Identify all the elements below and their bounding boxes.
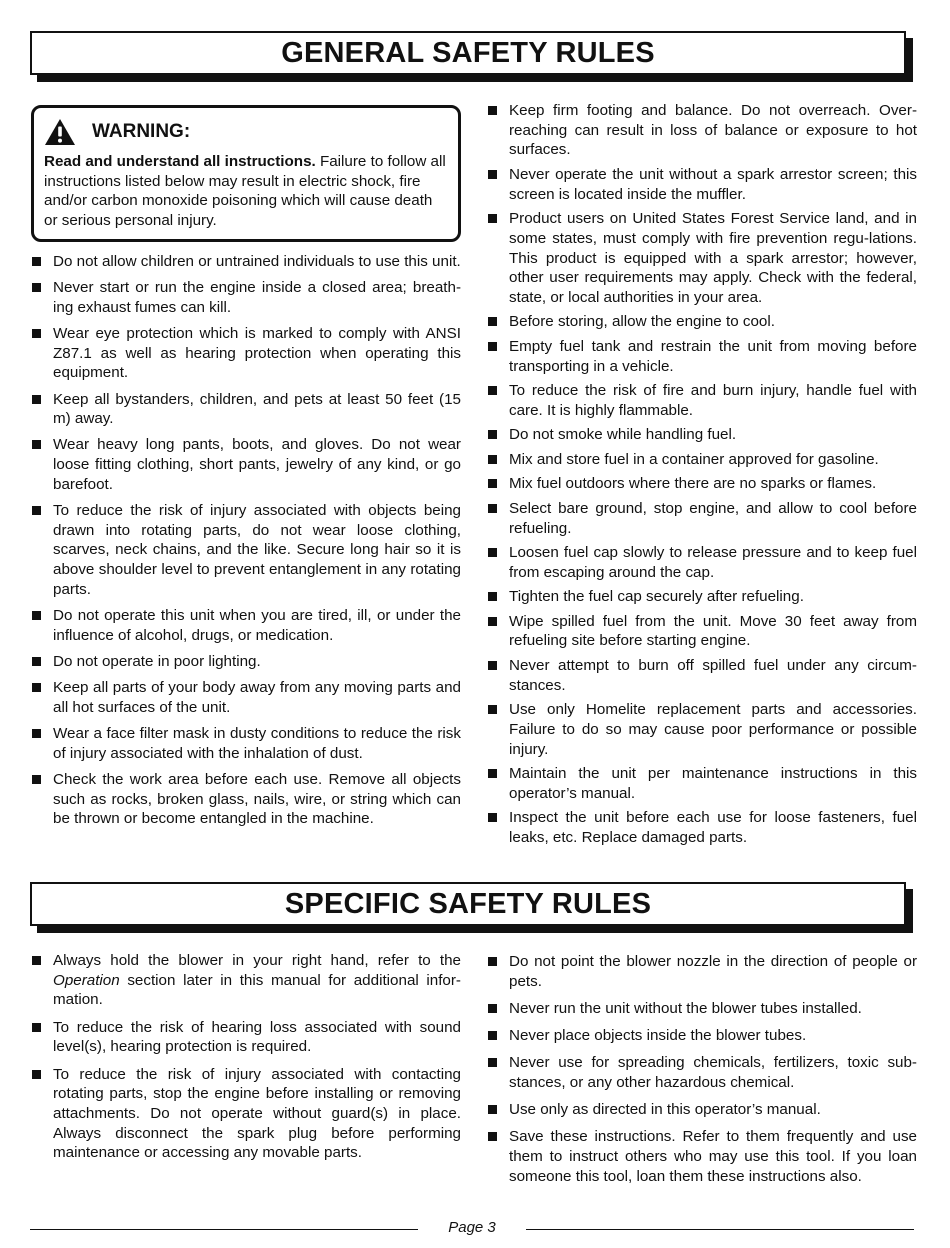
specific-safety-rules-title: SPECIFIC SAFETY RULES <box>30 882 906 926</box>
list-item <box>31 252 461 272</box>
list-item-text: Save these instructions. Refer to them frequently and use them to instruct others who may use this tool. If you loan someone this tool, loan them these instructions also. <box>509 1128 917 1185</box>
square-bullet-icon <box>488 214 497 223</box>
square-bullet-icon <box>32 657 41 666</box>
list-item <box>31 390 461 429</box>
square-bullet-icon <box>488 617 497 626</box>
operation-emphasis: Operation <box>53 971 120 989</box>
square-bullet-icon <box>488 1058 497 1067</box>
list-item-text: Do not point the blower nozzle in the direction of people or pets. <box>509 953 917 990</box>
square-bullet-icon <box>488 957 497 966</box>
list-item <box>487 543 917 582</box>
square-bullet-icon <box>488 504 497 513</box>
list-item <box>487 808 917 847</box>
warning-body-text: Failure to follow all instructions listed below may result in electric shock, fire and/or carbon monoxide poisoning which will cause death or serious personal injury. <box>44 153 446 230</box>
list-item-text: Maintain the unit per maintenance instructions in this operator’s manual. <box>509 765 917 802</box>
square-bullet-icon <box>488 170 497 179</box>
general-right-column <box>487 101 917 852</box>
list-item-text: Never place objects inside the blower tubes. <box>509 1027 807 1045</box>
warning-heading <box>44 118 448 146</box>
list-item <box>487 209 917 308</box>
first-item-after: section later in this manual for additional infor-mation. <box>53 971 461 1009</box>
list-item-text: Use only Homelite replacement parts and accessories. Failure to do so may cause poor performance or possible injury. <box>509 701 917 758</box>
list-item <box>487 101 917 160</box>
general-left-list <box>31 252 461 829</box>
list-item-text: Do not operate this unit when you are tired, ill, or under the influence of alcohol, drugs, or medication. <box>53 607 461 644</box>
list-item-text: Never run the unit without the blower tubes installed. <box>509 999 862 1017</box>
square-bullet-icon <box>32 283 41 292</box>
list-item-text: Never operate the unit without a spark arrestor screen; this screen is located inside the muffler. <box>509 165 917 203</box>
list-item <box>487 1026 917 1046</box>
list-item <box>31 606 461 645</box>
list-item-text: Wipe spilled fuel from the unit. Move 30 feet away from refueling site before starting engine. <box>509 612 917 650</box>
warning-label: WARNING: <box>92 121 191 142</box>
square-bullet-icon <box>488 342 497 351</box>
square-bullet-icon <box>488 1132 497 1141</box>
square-bullet-icon <box>488 317 497 326</box>
list-item-text: Before storing, allow the engine to cool. <box>509 313 775 331</box>
square-bullet-icon <box>488 1105 497 1114</box>
list-item <box>487 450 917 470</box>
list-item-text: Keep all bystanders, children, and pets at least 50 feet (15 m) away. <box>53 390 461 428</box>
square-bullet-icon <box>32 329 41 338</box>
list-item <box>487 381 917 420</box>
footer-rule-left <box>30 1229 418 1230</box>
square-bullet-icon <box>488 479 497 488</box>
footer-rule-right <box>526 1229 914 1230</box>
list-item <box>31 678 461 717</box>
list-item <box>487 952 917 991</box>
list-item-text: To reduce the risk of fire and burn injury, handle fuel with care. It is highly flammable. <box>509 382 917 419</box>
warning-text <box>44 152 448 231</box>
list-item-text: To reduce the risk of injury associated with objects being drawn into rotating parts, do not wear loose clothing, scarves, neck chains, and the like. Secure long hair so it is above shoulder level to prevent entanglement in any rotating parts. <box>53 502 461 598</box>
list-item-text: Tighten the fuel cap securely after refueling. <box>509 588 804 606</box>
list-item <box>487 656 917 695</box>
square-bullet-icon <box>488 769 497 778</box>
list-item <box>31 324 461 383</box>
list-item <box>487 999 917 1019</box>
list-item <box>31 951 461 1010</box>
list-item-text: Inspect the unit before each use for loose fasteners, fuel leaks, etc. Replace damaged parts. <box>509 809 917 846</box>
square-bullet-icon <box>32 775 41 784</box>
list-item-text: Mix and store fuel in a container approved for gasoline. <box>509 450 879 468</box>
list-item <box>487 312 917 332</box>
list-item-text: Never start or run the engine inside a closed area; breath-ing exhaust fumes can kill. <box>53 279 461 316</box>
list-item <box>487 425 917 445</box>
list-item-text: Never attempt to burn off spilled fuel under any circum-stances. <box>509 656 917 694</box>
list-item <box>31 435 461 494</box>
warning-box <box>31 105 461 242</box>
list-item <box>31 501 461 600</box>
warning-triangle-icon <box>44 118 76 146</box>
list-item-text: Keep firm footing and balance. Do not overreach. Over-reaching can result in loss of balance or exposure to hot surfaces. <box>509 102 917 159</box>
list-item <box>487 499 917 538</box>
specific-right-column <box>487 952 917 1194</box>
list-item <box>31 1018 461 1057</box>
list-item <box>31 724 461 763</box>
square-bullet-icon <box>32 683 41 692</box>
list-item-text: Never use for spreading chemicals, fertilizers, toxic sub-stances, or any other hazardous chemical. <box>509 1054 917 1092</box>
list-item <box>487 1127 917 1186</box>
list-item-text: Wear heavy long pants, boots, and gloves. Do not wear loose fitting clothing, short pants, jewelry of any kind, or go barefoot. <box>53 436 461 493</box>
list-item-text: Empty fuel tank and restrain the unit from moving before transporting in a vehicle. <box>509 337 917 375</box>
square-bullet-icon <box>32 257 41 266</box>
square-bullet-icon <box>32 729 41 738</box>
square-bullet-icon <box>32 956 41 965</box>
list-item <box>31 770 461 829</box>
list-item <box>31 652 461 672</box>
square-bullet-icon <box>32 1023 41 1032</box>
first-item-before: Always hold the blower in your right hand, refer to the <box>53 952 461 969</box>
specific-left-list <box>31 951 461 1163</box>
general-safety-rules-title: GENERAL SAFETY RULES <box>30 31 906 75</box>
list-item-text: Wear a face filter mask in dusty conditions to reduce the risk of injury associated with the inhalation of dust. <box>53 725 461 762</box>
square-bullet-icon <box>488 1004 497 1013</box>
list-item-text: Product users on United States Forest Service land, and in some states, must comply with fire prevention regu-lations. This product is equipped with a spark arrestor; however, other user requirements may apply. Check with the federal, state, or local authorities in your area. <box>509 210 917 306</box>
list-item-text: Use only as directed in this operator’s manual. <box>509 1101 821 1119</box>
square-bullet-icon <box>488 430 497 439</box>
specific-right-list <box>487 952 917 1187</box>
square-bullet-icon <box>488 592 497 601</box>
page-number: Page 3 <box>448 1219 496 1236</box>
list-item <box>487 700 917 759</box>
list-item-text: Select bare ground, stop engine, and allow to cool before refueling. <box>509 499 917 537</box>
list-item-text: Keep all parts of your body away from any moving parts and all hot surfaces of the unit. <box>53 679 461 716</box>
warning-bold-text: Read and understand all instructions. <box>44 153 316 170</box>
list-item-text: Loosen fuel cap slowly to release pressure and to keep fuel from escaping around the cap. <box>509 544 917 581</box>
square-bullet-icon <box>488 106 497 115</box>
square-bullet-icon <box>32 440 41 449</box>
square-bullet-icon <box>32 395 41 404</box>
list-item-text: To reduce the risk of hearing loss associated with sound level(s), hearing protection is required. <box>53 1018 461 1056</box>
list-item <box>487 165 917 204</box>
list-item-text: Do not smoke while handling fuel. <box>509 426 737 444</box>
square-bullet-icon <box>488 813 497 822</box>
list-item <box>487 474 917 494</box>
square-bullet-icon <box>488 1031 497 1040</box>
list-item-text: Wear eye protection which is marked to comply with ANSI Z87.1 as well as hearing protection when operating this equipment. <box>53 324 461 382</box>
list-item <box>487 337 917 376</box>
specific-left-column <box>31 951 461 1171</box>
square-bullet-icon <box>488 548 497 557</box>
square-bullet-icon <box>488 386 497 395</box>
list-item <box>31 1065 461 1164</box>
general-right-list <box>487 101 917 848</box>
list-item-text: Check the work area before each use. Remove all objects such as rocks, broken glass, nails, wire, or string which can be thrown or become entangled in the machine. <box>53 770 461 828</box>
list-item <box>31 278 461 317</box>
list-item <box>487 612 917 651</box>
list-item <box>487 764 917 803</box>
square-bullet-icon <box>488 661 497 670</box>
square-bullet-icon <box>488 705 497 714</box>
list-item-text: Do not allow children or untrained individuals to use this unit. <box>53 252 461 270</box>
square-bullet-icon <box>32 611 41 620</box>
list-item <box>487 1100 917 1120</box>
general-left-column <box>31 105 461 836</box>
list-item <box>487 587 917 607</box>
list-item-text: Do not operate in poor lighting. <box>53 652 261 670</box>
list-item <box>487 1053 917 1092</box>
list-item-text: Mix fuel outdoors where there are no sparks or flames. <box>509 475 877 493</box>
list-item-text: To reduce the risk of injury associated with contacting rotating parts, stop the engine before installing or removing attachments. Do not operate without guard(s) in place. Always disconnect the spark plug before performing maintenance or accessing any movable parts. <box>53 1065 461 1162</box>
square-bullet-icon <box>32 506 41 515</box>
square-bullet-icon <box>32 1070 41 1079</box>
square-bullet-icon <box>488 455 497 464</box>
